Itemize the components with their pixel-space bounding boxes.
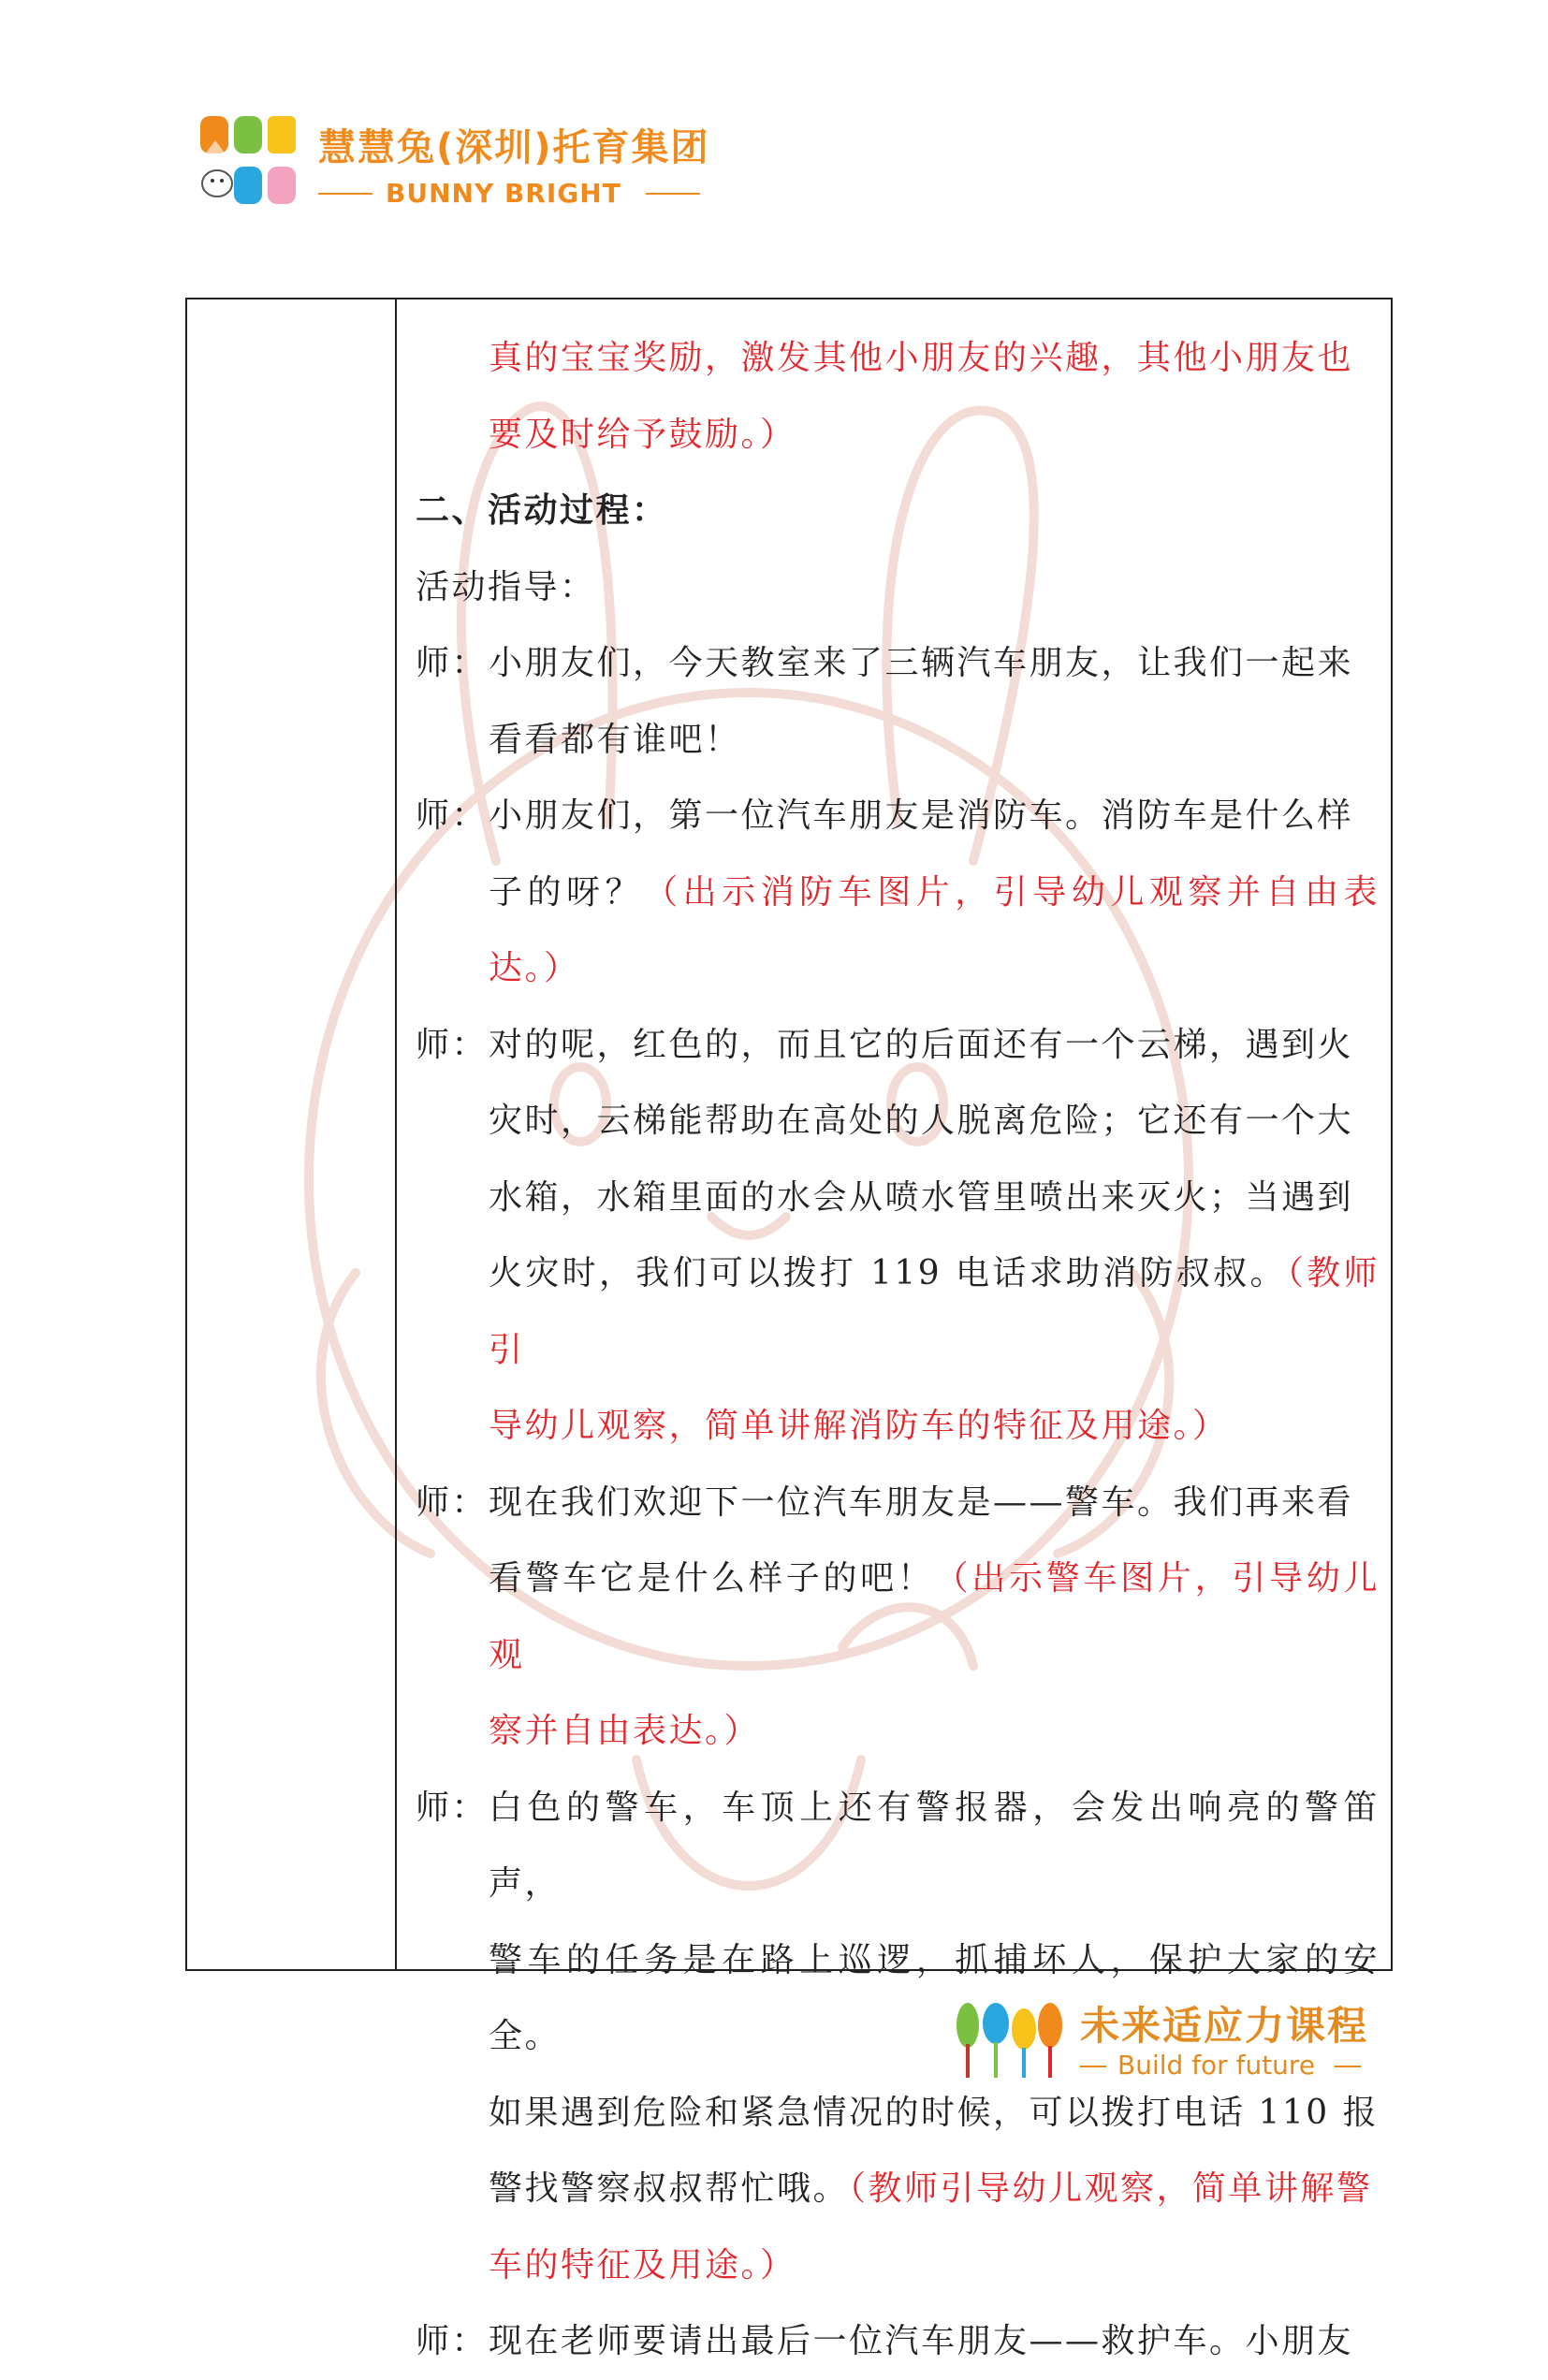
text-line: 看看都有谁吧！ — [489, 720, 741, 759]
section-heading: 二、活动过程： — [416, 490, 668, 530]
brand-en-row — [318, 176, 711, 210]
subheading: 活动指导： — [416, 567, 596, 606]
teacher-note: 车的特征及用途。） — [489, 2245, 796, 2285]
brand-name-cn: 慧慧兔(深圳)托育集团 — [318, 126, 710, 169]
dialogue-text: 看警车它是什么样子的吧！ — [489, 1559, 935, 1598]
dialogue-text: 对的呢，红色的，而且它的后面还有一个云梯，遇到火 — [489, 1025, 1354, 1064]
teacher-note: （教师引 — [489, 1254, 1380, 1369]
divider — [318, 193, 372, 195]
speaker-label: 师： — [416, 1482, 489, 1522]
teacher-note: （出示警车图片，引导幼儿观 — [489, 1559, 1380, 1674]
brand-name-en: BUNNY BRIGHT — [386, 178, 621, 209]
text-line: 水箱，水箱里面的水会从喷水管里喷出来灭火；当遇到 — [489, 1177, 1354, 1217]
dialogue-text: 火灾时，我们可以拨打 119 电话求助消防叔叔。 — [489, 1254, 1287, 1292]
course-name-cn: 未来适应力课程 — [1080, 2003, 1369, 2049]
text-line — [416, 1235, 1380, 1388]
text-line: 如果遇到危险和紧急情况的时候，可以拨打电话 110 报 — [489, 2093, 1380, 2132]
bunny-logo-icon — [198, 112, 301, 215]
teacher-note: 察并自由表达。） — [489, 1712, 761, 1750]
course-name-en: Build for future — [1117, 2050, 1316, 2081]
speaker-label: 师： — [416, 1025, 489, 1064]
footer-logo — [953, 1993, 1374, 2087]
speaker-label: 师： — [416, 1788, 489, 1827]
dialogue-text: 小朋友们，今天教室来了三辆汽车朋友，让我们一起来 — [489, 644, 1354, 682]
text-line — [416, 1540, 1380, 1693]
text-line — [416, 854, 1380, 1007]
text-line: 灾时，云梯能帮助在高处的人脱离危险；它还有一个大 — [489, 1102, 1354, 1140]
dialogue-line — [416, 1007, 1380, 1084]
column-divider — [395, 299, 397, 1969]
dialogue-text: 白色的警车，车顶上还有警报器，会发出响亮的警笛声， — [489, 1788, 1380, 1903]
trees-logo-icon — [953, 1997, 1065, 2081]
dialogue-line — [416, 1465, 1380, 1541]
dialogue-text: 小朋友们，第一位汽车朋友是消防车。消防车是什么样 — [489, 796, 1354, 835]
teacher-note: （出示消防车图片，引导幼儿观察并自由表达。） — [489, 872, 1380, 987]
speaker-label: 师： — [416, 2322, 489, 2360]
course-en-row — [1080, 2050, 1361, 2083]
divider — [646, 193, 700, 195]
dialogue-text: 子的呀？ — [489, 872, 645, 912]
teacher-note: （教师引导幼儿观察，简单讲解警 — [849, 2169, 1373, 2208]
dialogue-text: 警找警察叔叔帮忙哦。 — [489, 2169, 850, 2208]
divider — [1335, 2066, 1361, 2067]
speaker-label: 师： — [416, 796, 489, 835]
text-line: 真的宝宝奖励，激发其他小朋友的兴趣，其他小朋友也 — [489, 339, 1354, 377]
text-line: 警车的任务是在路上巡逻，抓捕坏人，保护大家的安全。 — [489, 1940, 1380, 2055]
header-logo — [198, 112, 723, 215]
dialogue-line — [416, 625, 1380, 702]
dialogue-line — [416, 1770, 1380, 1922]
dialogue-line — [416, 778, 1380, 854]
dialogue-text: 现在我们欢迎下一位汽车朋友是——警车。我们再来看 — [489, 1482, 1354, 1522]
teacher-note: 导幼儿观察，简单讲解消防车的特征及用途。） — [489, 1407, 1229, 1445]
dialogue-line — [416, 2303, 1380, 2380]
divider — [1080, 2066, 1106, 2067]
speaker-label: 师： — [416, 644, 489, 682]
text-line: 要及时给予鼓励。） — [489, 415, 796, 454]
dialogue-text: 现在老师要请出最后一位汽车朋友——救护车。小朋友 — [489, 2322, 1354, 2360]
